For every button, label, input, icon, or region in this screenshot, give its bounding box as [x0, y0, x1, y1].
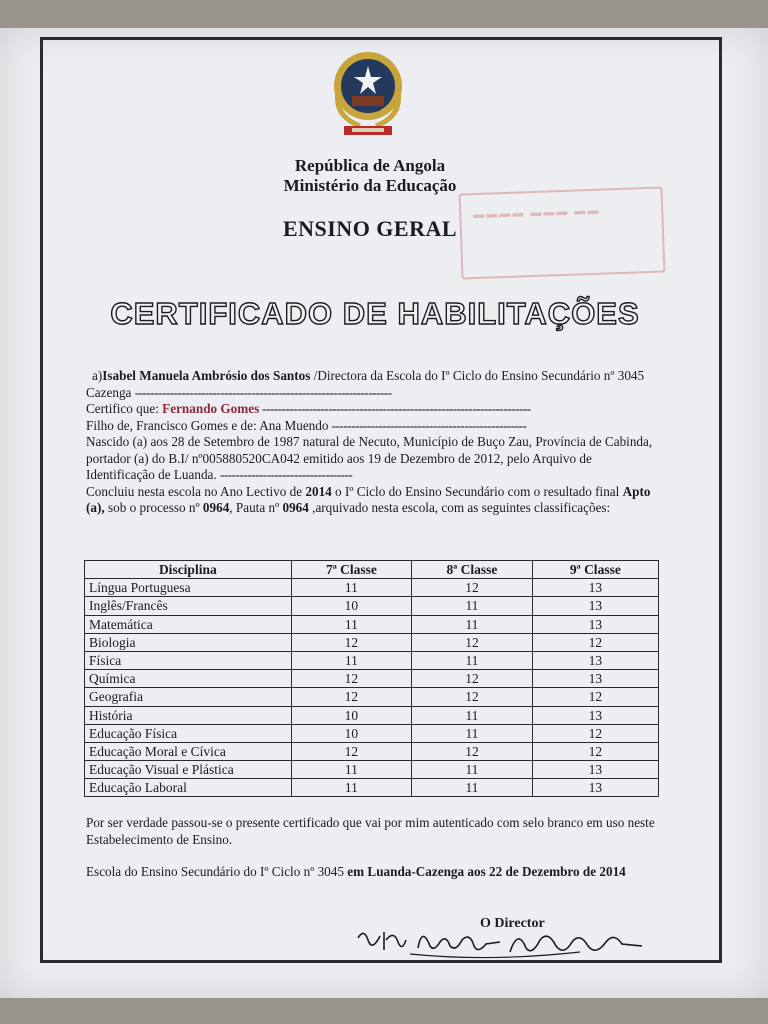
grade-cell: 13 [532, 597, 658, 615]
table-row [85, 670, 659, 688]
subject-cell: Educação Visual e Plástica [85, 761, 292, 779]
table-row [85, 597, 659, 615]
grade-cell: 12 [412, 742, 533, 760]
director-label: O Director [480, 916, 545, 931]
table-row [85, 742, 659, 760]
grade-cell: 11 [291, 651, 412, 669]
certifico-label: Certifico que: [86, 401, 163, 416]
grade-cell: 11 [412, 651, 533, 669]
subject-cell: Geografia [85, 688, 292, 706]
process-number: 0964 [202, 500, 230, 515]
grade-cell: 12 [532, 742, 658, 760]
grade-cell: 12 [532, 633, 658, 651]
filiation-line: Filho de, Francisco Gomes e de: Ana Muendo [86, 417, 332, 433]
grade-cell: 11 [291, 615, 412, 633]
table-row [85, 579, 659, 597]
academic-year: 2014 [305, 483, 332, 499]
grade-cell: 11 [412, 779, 533, 797]
faded-red-stamp: ▬▬▬▬ ▬▬▬ ▬▬ [459, 186, 666, 279]
director-signature [350, 922, 650, 962]
header-ensino-geral: ENSINO GERAL [282, 216, 458, 241]
column-header: 9ª Classe [532, 561, 658, 579]
certificate-title: CERTIFICADO DE HABILITAÇÕES [110, 296, 640, 331]
grade-cell: 13 [532, 579, 658, 597]
subject-cell: Física [85, 651, 292, 669]
concluiu-text: ,arquivado nesta escola, com as seguintes classificações: [308, 500, 611, 515]
subject-cell: Inglês/Francês [85, 597, 292, 615]
grade-cell: 13 [532, 706, 658, 724]
grade-cell: 11 [291, 761, 412, 779]
grade-cell: 11 [412, 761, 533, 779]
director-name: Isabel Manuela Ambrósio dos Santos [102, 368, 311, 383]
grade-cell: 11 [291, 579, 412, 597]
grade-cell: 12 [291, 670, 412, 688]
grade-cell: 10 [291, 597, 412, 615]
column-header: 8ª Classe [412, 561, 533, 579]
concluiu-text: o Iº Ciclo do Ensino Secundário com o resultado final [331, 483, 623, 499]
table-row [85, 761, 659, 779]
table-row [85, 633, 659, 651]
column-header: Disciplina [85, 561, 292, 579]
grade-cell: 12 [291, 633, 412, 651]
subject-cell: História [85, 706, 292, 724]
intro-prefix: a) [92, 368, 103, 383]
closing-statement: Por ser verdade passou-se o presente certificado que vai por mim autenticado com selo branco em uso neste Estabelecimento de Ensino. [86, 815, 655, 847]
table-row [85, 779, 659, 797]
grade-cell: 11 [412, 597, 533, 615]
header-ministerio: Ministério da Educação [283, 176, 457, 195]
header-republica: República de Angola [294, 156, 446, 175]
subject-cell: Língua Portuguesa [85, 579, 292, 597]
grade-cell: 12 [412, 633, 533, 651]
concluiu-text: sob o processo nº [104, 500, 203, 515]
grade-cell: 11 [412, 615, 533, 633]
table-row [85, 706, 659, 724]
student-name: Fernando Gomes [162, 401, 260, 416]
grade-cell: 10 [291, 706, 412, 724]
subject-cell: Educação Moral e Cívica [85, 742, 292, 760]
column-header: 7ª Classe [291, 561, 412, 579]
school-line: Escola do Ensino Secundário do Iº Ciclo nº 3045 [86, 864, 348, 879]
table-row [85, 724, 659, 742]
table-row [85, 615, 659, 633]
subject-cell: Biologia [85, 633, 292, 651]
concluiu-text: Concluiu nesta escola no Ano Lectivo de [86, 483, 306, 499]
table-row [85, 688, 659, 706]
pauta-number: 0964 [282, 500, 309, 515]
grade-cell: 12 [291, 742, 412, 760]
grade-cell: 12 [532, 688, 658, 706]
grade-cell: 13 [532, 761, 658, 779]
grade-cell: 11 [412, 724, 533, 742]
birth-details: Nascido (a) aos 28 de Setembro de 1987 natural de Necuto, Município de Buço Zau, Província de Cabinda, portador (a) do B.I/ nº005880520CA042 emitido aos 19 de Dezembro de 2012, pelo Arquivo de Identificação de Luanda. [86, 434, 653, 482]
angola-emblem-icon [330, 46, 406, 146]
subject-cell: Matemática [85, 615, 292, 633]
grade-cell: 12 [532, 724, 658, 742]
grade-cell: 13 [532, 651, 658, 669]
dash-filler: --------------------------------------------------------------------- [259, 401, 531, 416]
final-result: Apto (a), [86, 483, 651, 515]
grade-cell: 13 [532, 615, 658, 633]
certificate-body [86, 368, 661, 517]
place-date: em Luanda-Cazenga aos 22 de Dezembro de 2014 [347, 864, 626, 879]
grade-cell: 13 [532, 670, 658, 688]
concluiu-text: , Pauta nº [229, 500, 283, 515]
grade-cell: 12 [412, 688, 533, 706]
grade-cell: 12 [412, 579, 533, 597]
grade-cell: 11 [291, 779, 412, 797]
dash-filler: ---------------------------------- [220, 467, 353, 482]
table-header-row [85, 561, 659, 579]
grades-table [84, 560, 659, 797]
subject-cell: Educação Física [85, 724, 292, 742]
subject-cell: Química [85, 670, 292, 688]
grade-cell: 13 [532, 779, 658, 797]
closing-place-date [86, 864, 661, 881]
grade-cell: 12 [291, 688, 412, 706]
dash-filler: -------------------------------------------------- [331, 417, 527, 433]
intro-line: /Directora da Escola do Iº Ciclo do Ensino Secundário nº 3045 Cazenga [86, 368, 645, 400]
grade-cell: 12 [412, 670, 533, 688]
subject-cell: Educação Laboral [85, 779, 292, 797]
grade-cell: 10 [291, 724, 412, 742]
grade-cell: 11 [412, 706, 533, 724]
dash-filler: ------------------------------------------------------------------ [134, 384, 392, 400]
table-row [85, 651, 659, 669]
